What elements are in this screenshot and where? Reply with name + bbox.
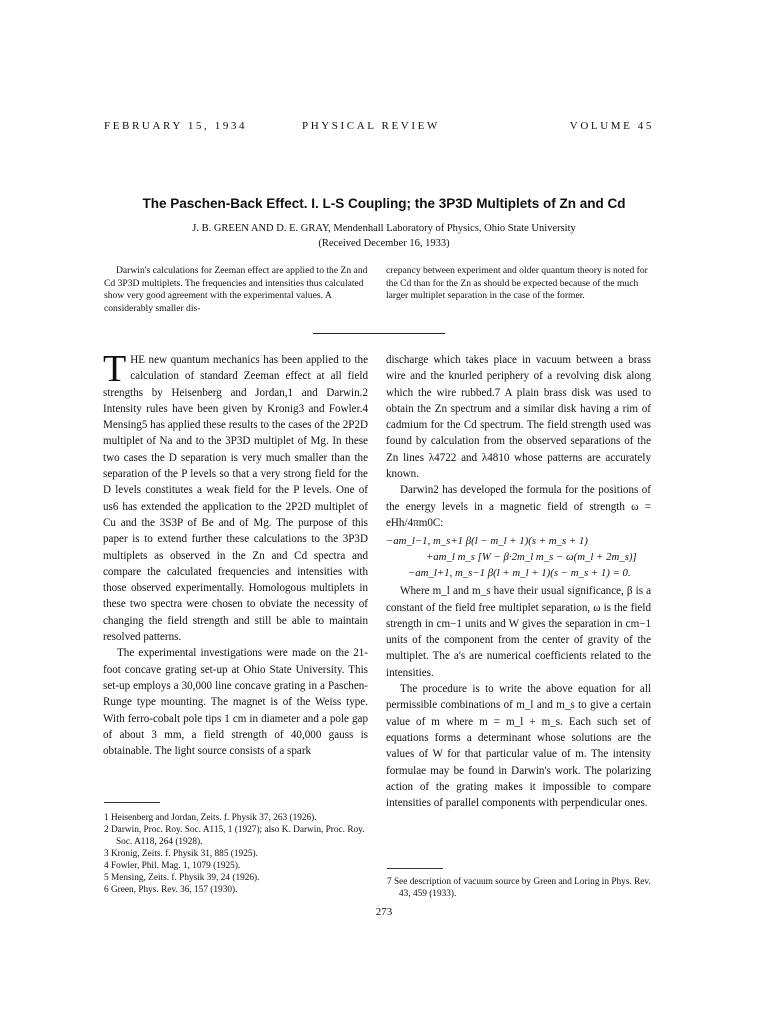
body-paragraph: Where m_l and m_s have their usual significance, β is a constant of the field free multiplet separation, ω is the field strength in cm−1 units and W gives the separation in cm−1 units of the component from the center of gravity of the multiplet. The a's are numerical coefficients related to the intensities.	[386, 585, 651, 679]
equation-line: +am_l m_s [W − β·2m_l m_s − ω(m_l + 2m_s)]	[426, 551, 637, 564]
body-paragraph: Darwin2 has developed the formula for the positions of the energy levels in a magnetic field of strength ω = eHh/4πm0C:	[386, 484, 651, 529]
abstract-text-left: Darwin's calculations for Zeeman effect are applied to the Zn and Cd 3P3D multiplets. The frequencies and intensities thus calculated show very good agreement with the experimental values. A considerably smaller dis-	[104, 265, 368, 314]
footnote: 6 Green, Phys. Rev. 36, 157 (1930).	[104, 885, 238, 895]
footnote: 1 Heisenberg and Jordan, Zeits. f. Physik 37, 263 (1926).	[104, 813, 317, 823]
received-date: (Received December 16, 1933)	[318, 238, 450, 249]
drop-cap: T	[103, 348, 127, 390]
body-paragraph	[103, 348, 368, 645]
abstract-text-right: crepancy between experiment and older quantum theory is noted for the Cd than for the Zn as should be expected because of the much larger multiplet separation in the case of the former.	[386, 265, 648, 302]
header-journal: PHYSICAL REVIEW	[302, 120, 440, 132]
paper-title: The Paschen-Back Effect. I. L-S Coupling; the 3P3D Multiplets of Zn and Cd	[142, 196, 626, 211]
abstract-right	[386, 265, 654, 303]
footnote: 7 See description of vacuum source by Green and Loring in Phys. Rev. 43, 459 (1933).	[387, 877, 651, 899]
body-text: HE new quantum mechanics has been applied to the calculation of standard Zeeman effect at all field strengths by Heisenberg and Jordan,1 and Darwin.2 Intensity rules have been given by Kronig3 and Fowler.4 Mensing5 has applied these results to the cases of the 2P2D multiplet of Na and to the 3P3D multiplet of Mg. In these two cases the D separation is very much smaller than the separation of the P levels so that a very strong field for the D levels constitutes a weak field for the P levels. One of us6 has extended the application to the 2P2D multiplet of Cu and the 3S3P of Be and of Mg. The purpose of this paper is to extend further these calculations to the 3P3D multiplets as observed in the Zn and Cd spectra and compare the calculated frequencies and intensities with those observed experimentally. Homologous multiplets in these two spectra were chosen to obviate the necessity of changing the field strength and still be able to maintain resolved patterns.	[103, 354, 368, 644]
abstract-left	[104, 265, 372, 315]
footnotes-right	[387, 876, 652, 900]
authors-line: J. B. GREEN AND D. E. GRAY, Mendenhall Laboratory of Physics, Ohio State University	[192, 223, 576, 234]
header-date: FEBRUARY 15, 1934	[104, 120, 248, 132]
body-column-left	[103, 348, 368, 759]
page-number: 273	[375, 906, 393, 918]
footnote: 4 Fowler, Phil. Mag. 1, 1079 (1925).	[104, 861, 241, 871]
footnote-divider	[104, 802, 160, 803]
body-paragraph: The experimental investigations were made on the 21-foot concave grating set-up at Ohio State University. This set-up employs a 30,000 line concave grating in a Paschen-Runge type mounting. The magnet is of the Weiss type. With ferro-cobalt pole tips 1 cm in diameter and a pole gap of about 3 mm, a field strength of 40,000 gauss is obtainable. The light source consists of a spark	[103, 647, 368, 758]
equation	[386, 533, 651, 581]
header-volume: VOLUME 45	[569, 120, 654, 132]
equation-line: −am_l−1, m_s+1 β(l − m_l + 1)(s + m_s + 1)	[386, 535, 588, 548]
section-divider	[313, 333, 445, 334]
body-column-right	[386, 352, 651, 811]
footnote: 3 Kronig, Zeits. f. Physik 31, 885 (1925).	[104, 849, 258, 859]
footnote: 2 Darwin, Proc. Roy. Soc. A115, 1 (1927); also K. Darwin, Proc. Roy. Soc. A118, 264 (1928).	[104, 825, 365, 847]
footnote: 5 Mensing, Zeits. f. Physik 39, 24 (1926).	[104, 873, 260, 883]
equation-line: −am_l+1, m_s−1 β(l + m_l + 1)(s − m_s + 1) = 0.	[408, 567, 631, 580]
footnotes-left	[104, 812, 366, 896]
body-paragraph: discharge which takes place in vacuum between a brass wire and the knurled periphery of a revolving disk along which the wire rubbed.7 A plain brass disk was used to obtain the Zn spectrum and a similar disk having a rim of cadmium for the Cd spectrum. The field strength used was found by calculation from the observed separations of the Zn lines λ4722 and λ4810 whose patterns are accurately known.	[386, 354, 651, 481]
footnote-divider	[387, 868, 443, 869]
body-paragraph: The procedure is to write the above equation for all permissible combinations of m_l and m_s to give a certain value of m where m = m_l + m_s. Each such set of equations forms a determinant whose solutions are the values of W for that particular value of m. The intensity formulae may be found in Darwin's work. The polarizing action of the grating makes it impossible to compare intensities of parallel components with perpendicular ones.	[386, 683, 651, 810]
